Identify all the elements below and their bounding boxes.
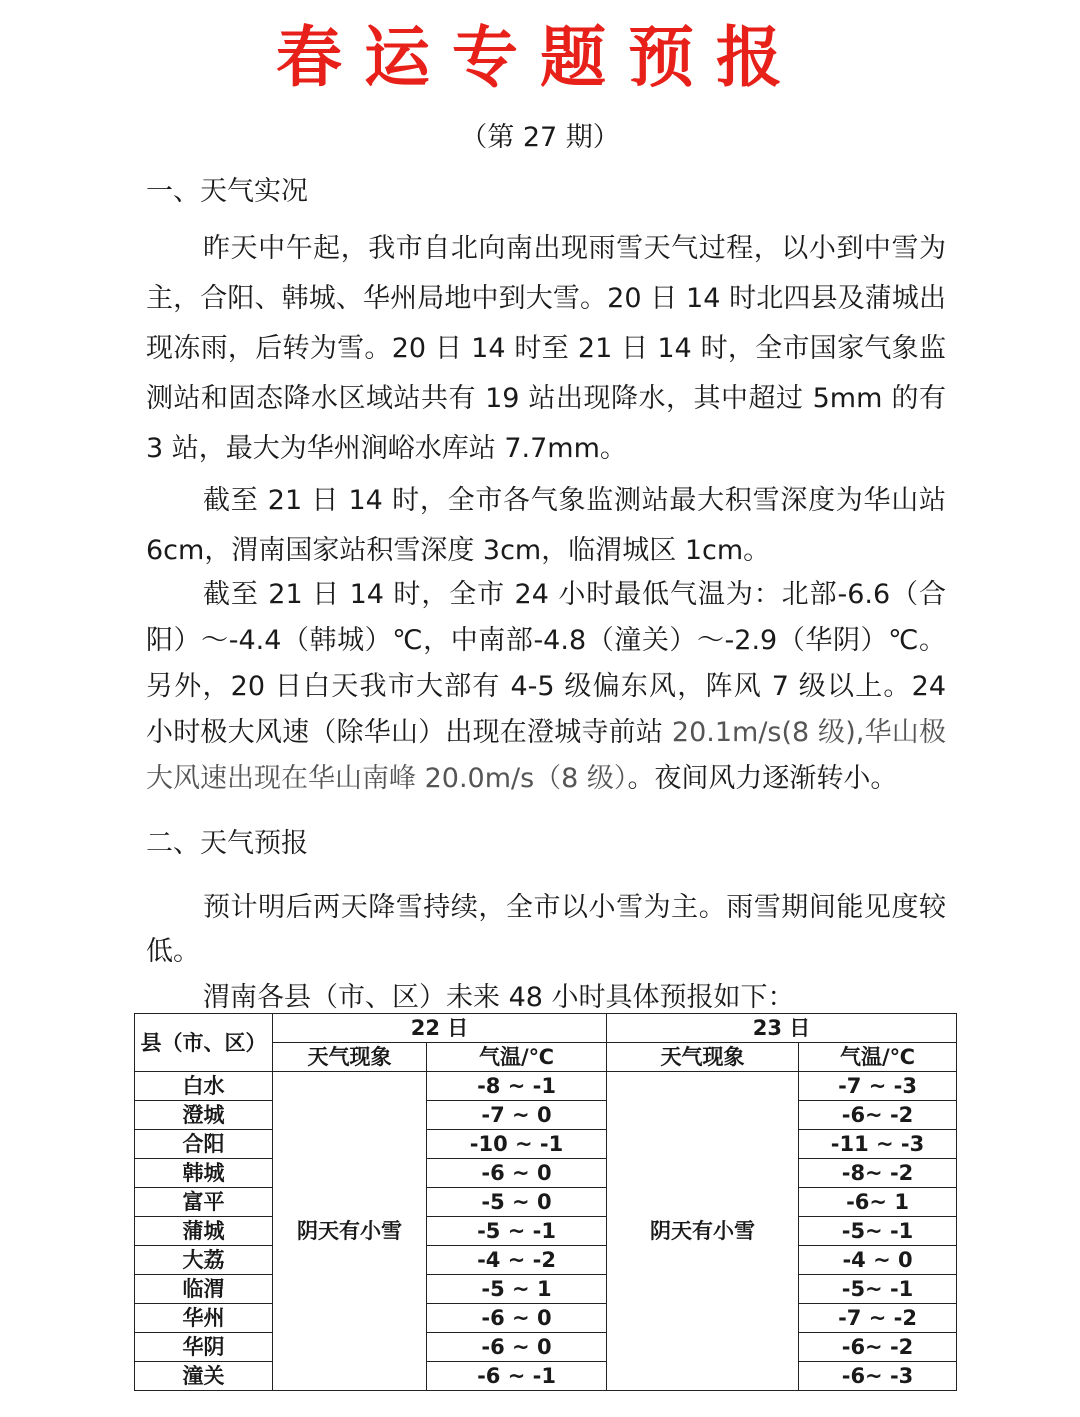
table-row [135,1159,957,1188]
paragraph-snow-depth: 截至 21 日 14 时，全市各气象监测站最大积雪深度为华山站 6cm，渭南国家站积雪深度 3cm，临渭城区 1cm。 [146,485,946,566]
header-county: 县（市、区） [135,1014,273,1072]
day1-temp-cell: -6 ~ 0 [427,1304,607,1333]
table-row [135,1275,957,1304]
day2-weather-cell: 阴天有小雪 [607,1072,799,1391]
table-row [135,1362,957,1391]
county-cell: 合阳 [135,1130,273,1159]
day2-temp-cell: -6~ -2 [799,1333,957,1362]
wind-decrease-text: 。夜间风力逐渐转小。 [627,763,898,794]
county-cell: 大荔 [135,1246,273,1275]
day1-weather-cell: 阴天有小雪 [273,1072,427,1391]
table-row [135,1188,957,1217]
table-row [135,1217,957,1246]
section-heading-observations: 一、天气实况 [146,176,308,207]
day1-temp-cell: -6 ~ 0 [427,1159,607,1188]
day1-temp-cell: -10 ~ -1 [427,1130,607,1159]
max-wind-text: 20.1m/s(8 级),华山极大风速出现在华山南峰 20.0m/s（8 级） [146,717,946,794]
day2-temp-cell: -6~ -2 [799,1101,957,1130]
header-day1-weather: 天气现象 [273,1043,427,1072]
header-day1: 22 日 [273,1014,607,1043]
day2-temp-cell: -5~ -1 [799,1275,957,1304]
day2-temp-cell: -4 ~ 0 [799,1246,957,1275]
day1-temp-cell: -7 ~ 0 [427,1101,607,1130]
forecast-table-body [135,1072,957,1391]
day2-temp-cell: -7 ~ -3 [799,1072,957,1101]
day1-temp-cell: -5 ~ 0 [427,1188,607,1217]
temperature-wind-text: 截至 21 日 14 时，全市 24 小时最低气温为：北部-6.6（合阳）～-4.4（韩城）℃，中南部-4.8（潼关）～-2.9（华阴）℃。另外，20 日白天我市大部有 4-5 级偏东风，阵风 7 级以上。24 小时极大风速（除华山）出现在澄城寺前站 [146,579,946,748]
paragraph-temperature-wind [146,572,946,802]
county-cell: 潼关 [135,1362,273,1391]
county-cell: 韩城 [135,1159,273,1188]
county-cell: 华阴 [135,1333,273,1362]
day2-temp-cell: -6~ -3 [799,1362,957,1391]
county-cell: 临渭 [135,1275,273,1304]
table-row [135,1333,957,1362]
table-row [135,1072,957,1101]
day1-temp-cell: -5 ~ -1 [427,1217,607,1246]
table-row [135,1246,957,1275]
header-day2-weather: 天气现象 [607,1043,799,1072]
paragraph-precipitation: 昨天中午起，我市自北向南出现雨雪天气过程，以小到中雪为主，合阳、韩城、华州局地中到大雪。20 日 14 时北四县及蒲城出现冻雨，后转为雪。20 日 14 时至 21 日 14 时，全市国家气象监测站和固态降水区域站共有 19 站出现降水，其中超过 5mm 的有 3 站，最大为华州涧峪水库站 7.7mm。 [146,233,946,464]
day1-temp-cell: -4 ~ -2 [427,1246,607,1275]
day1-temp-cell: -6 ~ -1 [427,1362,607,1391]
county-cell: 蒲城 [135,1217,273,1246]
county-cell: 富平 [135,1188,273,1217]
page-title: 春运专题预报 [276,19,804,96]
paragraph-forecast-intro: 渭南各县（市、区）未来 48 小时具体预报如下： [203,982,795,1013]
forecast-table [134,1013,957,1391]
county-cell: 白水 [135,1072,273,1101]
table-row [135,1130,957,1159]
header-day2-temp: 气温/℃ [799,1043,957,1072]
table-row [135,1304,957,1333]
table-row [135,1101,957,1130]
document-body [146,168,946,1020]
section-heading-forecast: 二、天气预报 [146,828,308,859]
day2-temp-cell: -7 ~ -2 [799,1304,957,1333]
county-cell: 华州 [135,1304,273,1333]
day2-temp-cell: -5~ -1 [799,1217,957,1246]
day2-temp-cell: -8~ -2 [799,1159,957,1188]
day1-temp-cell: -5 ~ 1 [427,1275,607,1304]
day2-temp-cell: -6~ 1 [799,1188,957,1217]
header-day2: 23 日 [607,1014,957,1043]
county-cell: 澄城 [135,1101,273,1130]
header-day1-temp: 气温/℃ [427,1043,607,1072]
day1-temp-cell: -8 ~ -1 [427,1072,607,1101]
paragraph-forecast-summary: 预计明后两天降雪持续，全市以小雪为主。雨雪期间能见度较低。 [146,892,946,967]
day1-temp-cell: -6 ~ 0 [427,1333,607,1362]
issue-number: （第 27 期） [460,122,620,153]
day2-temp-cell: -11 ~ -3 [799,1130,957,1159]
